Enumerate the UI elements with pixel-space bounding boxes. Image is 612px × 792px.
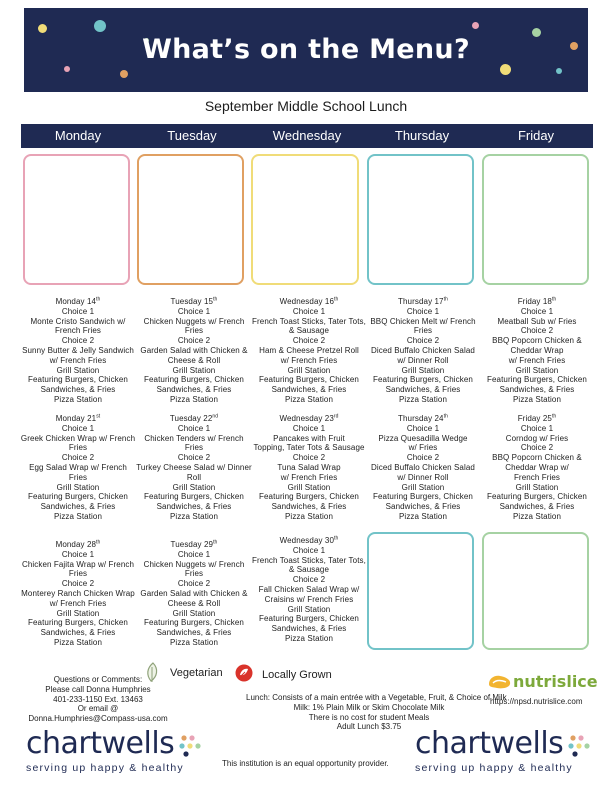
menu-tuesday-15: Tuesday 15th Choice 1 Chicken Nuggets w/ French Fries Choice 2 Garden Salad with Chicken & Cheese & Roll Grill Station Featuring Burgers, Chicken Sandwiches, & Fries Pizza Station	[140, 296, 248, 404]
menu-friday-18: Friday 18th Choice 1 Meatball Sub w/ Fries Choice 2 BBQ Popcorn Chicken & Cheddar Wrap w/ French Fries Grill Station Featuring Burgers, Chicken Sandwiches, & Fries Pizza Station	[487, 296, 587, 404]
chartwells-dots-icon	[567, 734, 591, 758]
weekday-tuesday: Tuesday	[167, 128, 217, 143]
confetti-dot	[556, 68, 562, 74]
nutrislice-logo-icon	[488, 674, 512, 690]
locally-grown-icon	[235, 664, 253, 682]
weekday-monday: Monday	[54, 128, 102, 143]
contact-info: Questions or Comments: Please call Donna Humphries 401-233-1150 Ext. 13463 Or email @ Donna.Humphries@Compass-usa.com	[28, 675, 168, 724]
weekday-wednesday: Wednesday	[272, 128, 342, 143]
calendar-cell-empty	[482, 154, 589, 285]
calendar-cell-empty	[137, 154, 244, 285]
calendar-cell-empty	[367, 532, 474, 650]
menu-friday-25: Friday 25th Choice 1 Corndog w/ Fries Choice 2 BBQ Popcorn Chicken & Cheddar Wrap w/ French Fries Grill Station Featuring Burgers, Chicken Sandwiches, & Fries Pizza Station	[487, 413, 587, 521]
confetti-dot	[500, 64, 511, 75]
menu-monday-28: Monday 28th Choice 1 Chicken Fajita Wrap w/ French Fries Choice 2 Monterey Ranch Chicken Wrap w/ French Fries Grill Station Featuring Burgers, Chicken Sandwiches, & Fries Pizza Station	[21, 539, 135, 647]
menu-monday-21: Monday 21st Choice 1 Greek Chicken Wrap w/ French Fries Choice 2 Egg Salad Wrap w/ French Fries Grill Station Featuring Burgers, Chicken Sandwiches, & Fries Pizza Station	[20, 413, 136, 521]
menu-wednesday-16: Wednesday 16th Choice 1 French Toast Sticks, Tater Tots, & Sausage Choice 2 Ham & Cheese Pretzel Roll w/ French Fries Grill Station Featuring Burgers, Chicken Sandwiches, & Fries Pizza Station	[252, 296, 366, 404]
calendar-cell-empty	[367, 154, 474, 285]
equal-opportunity-statement: This institution is an equal opportunity provider.	[222, 759, 389, 768]
chartwells-wordmark: chartwells	[415, 726, 564, 761]
nutrislice-url[interactable]: https://npsd.nutrislice.com	[490, 697, 583, 706]
menu-tuesday-29: Tuesday 29th Choice 1 Chicken Nuggets w/ French Fries Choice 2 Garden Salad with Chicken & Cheese & Roll Grill Station Featuring Burgers, Chicken Sandwiches, & Fries Pizza Station	[140, 539, 248, 647]
menu-wednesday-23: Wednesday 23rd Choice 1 Pancakes with Fruit Topping, Tater Tots & Sausage Choice 2 Tuna Salad Wrap w/ French Fries Grill Station Featuring Burgers, Chicken Sandwiches, & Fries Pizza Station	[253, 413, 365, 521]
legend-vegetarian: Vegetarian	[170, 667, 223, 679]
legend-locally-grown: Locally Grown	[262, 669, 332, 681]
confetti-dot	[472, 22, 479, 29]
lunch-pricing-info: Lunch: Consists of a main entrée with a Vegetable, Fruit, & Choice of Milk Milk: 1% Plain Milk or Skim Chocolate Milk There is no cost for student Meals Adult Lunch $3.75	[246, 693, 507, 732]
chartwells-tagline: serving up happy & healthy	[26, 762, 184, 774]
menu-thursday-24: Thursday 24th Choice 1 Pizza Quesadilla Wedge w/ Fries Choice 2 Diced Buffalo Chicken Salad w/ Dinner Roll Grill Station Featuring Burgers, Chicken Sandwiches, & Fries Pizza Station	[371, 413, 475, 521]
calendar-cell-empty	[23, 154, 130, 285]
menu-wednesday-30: Wednesday 30th Choice 1 French Toast Sticks, Tater Tots, & Sausage Choice 2 Fall Chicken Salad Wrap w/ Craisins w/ French Fries Grill Station Featuring Burgers, Chicken Sandwiches, & Fries Pizza Station	[252, 535, 366, 643]
menu-subtitle: September Middle School Lunch	[204, 98, 408, 114]
calendar-cell-empty	[251, 154, 359, 285]
confetti-dot	[38, 24, 47, 33]
confetti-dot	[64, 66, 70, 72]
nutrislice-logo: nutrislice	[513, 672, 598, 691]
header-banner	[24, 8, 588, 92]
menu-tuesday-22: Tuesday 22nd Choice 1 Chicken Tenders w/ French Fries Choice 2 Turkey Cheese Salad w/ Dinner Roll Grill Station Featuring Burgers, Chicken Sandwiches, & Fries Pizza Station	[136, 413, 252, 521]
weekday-thursday: Thursday	[394, 128, 450, 143]
page-title: What’s on the Menu?	[142, 34, 470, 65]
chartwells-tagline: serving up happy & healthy	[415, 762, 573, 774]
chartwells-wordmark: chartwells	[26, 726, 175, 761]
confetti-dot	[94, 20, 106, 32]
calendar-cell-empty	[482, 532, 589, 650]
weekday-header-bar	[21, 124, 593, 148]
menu-thursday-17: Thursday 17th Choice 1 BBQ Chicken Melt w/ French Fries Choice 2 Diced Buffalo Chicken Salad w/ Dinner Roll Grill Station Featuring Burgers, Chicken Sandwiches, & Fries Pizza Station	[370, 296, 476, 404]
chartwells-dots-icon	[178, 734, 202, 758]
weekday-friday: Friday	[517, 128, 555, 143]
menu-monday-14: Monday 14th Choice 1 Monte Cristo Sandwich w/ French Fries Choice 2 Sunny Butter & Jelly Sandwich w/ French Fries Grill Station Featuring Burgers, Chicken Sandwiches, & Fries Pizza Station	[22, 296, 134, 404]
confetti-dot	[120, 70, 128, 78]
